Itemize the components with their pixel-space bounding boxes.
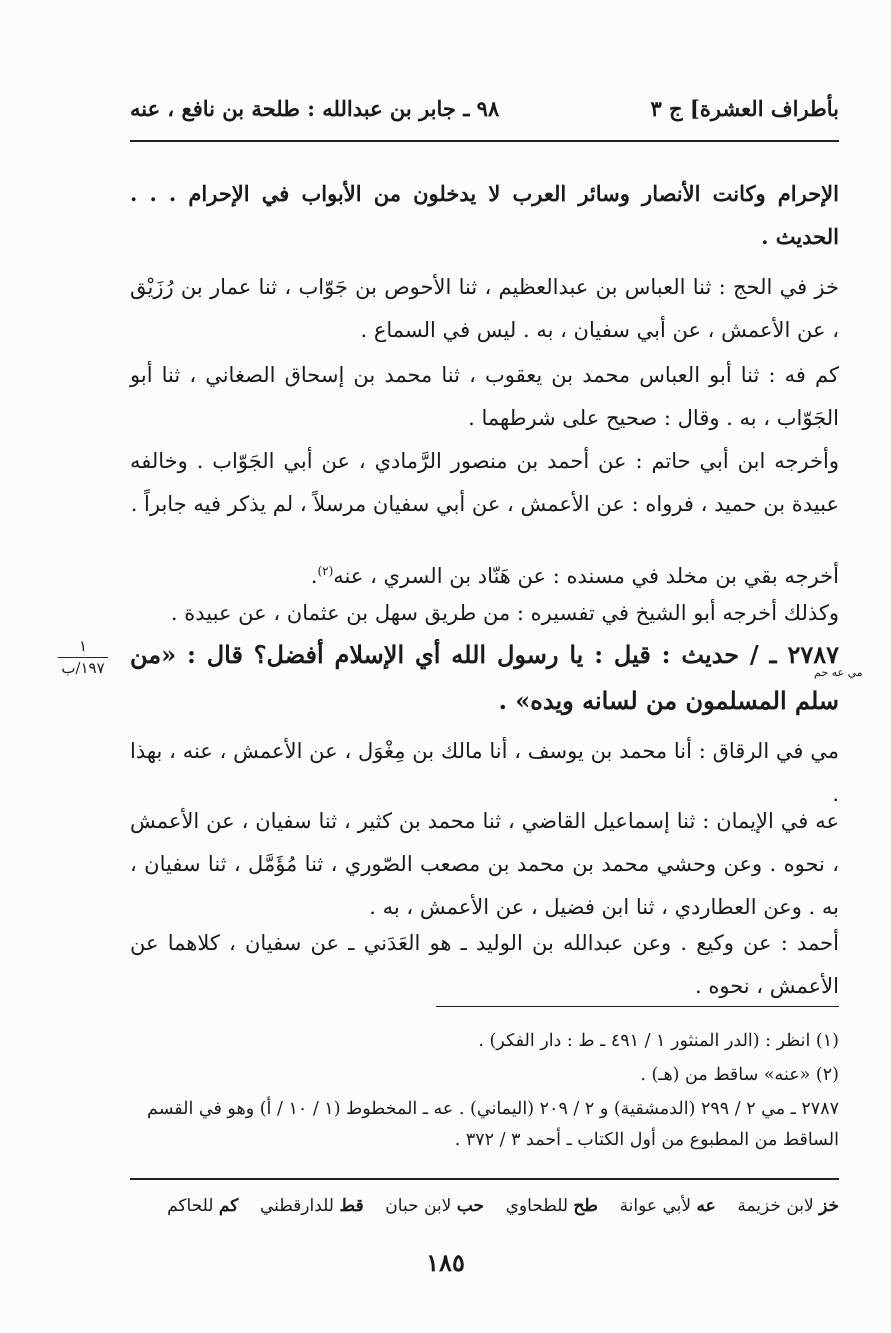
hadith-2787-heading: ٢٧٨٧ ـ / حديث : قيل : يا رسول الله أي الإسلام أفضل؟ قال : «من سلم المسلمون من لسانه ويده» . — [130, 640, 839, 715]
running-header-chapter: ٩٨ ـ جابر بن عبدالله : طلحة بن نافع ، عنه — [130, 96, 500, 121]
paragraph-abu-awana: عه في الإيمان : ثنا إسماعيل القاضي ، ثنا محمد بن كثير ، ثنا سفيان ، عن الأعمش ، نحوه . وعن وحشي محمد بن محمد بن مصعب الصّوري ، ثنا مُؤَمَّل ، ثنا سفيان ، به . وعن العطاردي ، ثنا ابن فضيل ، عن الأعمش ، به . — [130, 809, 839, 919]
manuscript-folio-note — [58, 636, 108, 678]
paragraph-hakim: كم فه : ثنا أبو العباس محمد بن يعقوب ، ثنا محمد بن إسحاق الصغاني ، ثنا أبو الجَوّاب ، به . وقال : صحيح على شرطهما . — [130, 363, 839, 430]
header-rule — [130, 140, 839, 142]
paragraph-baqi — [130, 550, 839, 598]
abbreviations-key — [130, 1196, 839, 1216]
paragraph-hadith-continuation: الإحرام وكانت الأنصار وسائر العرب لا يدخلون من الأبواب في الإحرام . . . الحديث . — [130, 181, 839, 249]
paragraph-ahmad: أحمد : عن وكيع . وعن عبدالله بن الوليد ـ هو العَدَني ـ عن سفيان ، كلاهما عن الأعمش ، نحوه . — [130, 931, 839, 998]
abbr-item: حب لابن حبان — [385, 1196, 484, 1216]
footnote-separator — [436, 1006, 839, 1007]
paragraph-darimi: مي في الرقاق : أنا محمد بن يوسف ، أنا مالك بن مِغْوَل ، عن الأعمش ، عنه ، بهذا . — [130, 739, 839, 806]
abbr-item: كم للحاكم — [167, 1196, 239, 1216]
footnote-ref-2: (٢) — [317, 564, 334, 578]
paragraph-khuzayma: خز في الحج : ثنا العباس بن عبدالعظيم ، ثنا الأحوص بن جَوّاب ، ثنا عمار بن رُزَيْق ، عن الأعمش ، عن أبي سفيان ، به . ليس في السماع . — [130, 275, 839, 342]
paragraph-ibn-abi-hatim: وأخرجه ابن أبي حاتم : عن أحمد بن منصور الرَّمادي ، عن أبي الجَوّاب . وخالفه عبيدة بن حميد ، فرواه : عن الأعمش ، عن أبي سفيان مرسلاً ، لم يذكر فيه جابراً . — [130, 449, 839, 516]
paragraph-baqi-text: أخرجه بقي بن مخلد في مسنده : عن هَنّاد بن السري ، عنه — [333, 564, 839, 588]
paragraph-baqi-end: . — [310, 564, 318, 588]
hadith-source-marks: مي عه حم — [814, 666, 863, 679]
abbr-item: عه لأبي عوانة — [619, 1196, 716, 1216]
footnote-2: (٢) «عنه» ساقط من (هـ) . — [640, 1065, 839, 1085]
folio-reference: ١٩٧/ب — [61, 659, 105, 677]
abbr-item: قط للدارقطني — [259, 1196, 364, 1216]
abbreviation-rule — [130, 1178, 839, 1180]
footnote-2787: ٢٧٨٧ ـ مي ٢ / ٢٩٩ (الدمشقية) و ٢ / ٢٠٩ (اليماني) . عه ـ المخطوط (١ / ١٠ / أ) وهو في القسم الساقط من المطبوع من أول الكتاب ـ أحمد ٣ / ٣٧٢ . — [147, 1099, 839, 1150]
folio-number: ١ — [58, 636, 108, 658]
running-header-book: بأطراف العشرة] ج ٣ — [650, 96, 839, 121]
abbr-item: خز لابن خزيمة — [737, 1196, 839, 1216]
paragraph-abu-shaykh: وكذلك أخرجه أبو الشيخ في تفسيره : من طريق سهل بن عثمان ، عن عبيدة . — [170, 601, 839, 625]
abbr-item: طح للطحاوي — [505, 1196, 598, 1216]
page-number: ١٨٥ — [426, 1248, 465, 1277]
footnote-1: (١) انظر : (الدر المنثور ١ / ٤٩١ ـ ط : دار الفكر) . — [478, 1031, 839, 1051]
